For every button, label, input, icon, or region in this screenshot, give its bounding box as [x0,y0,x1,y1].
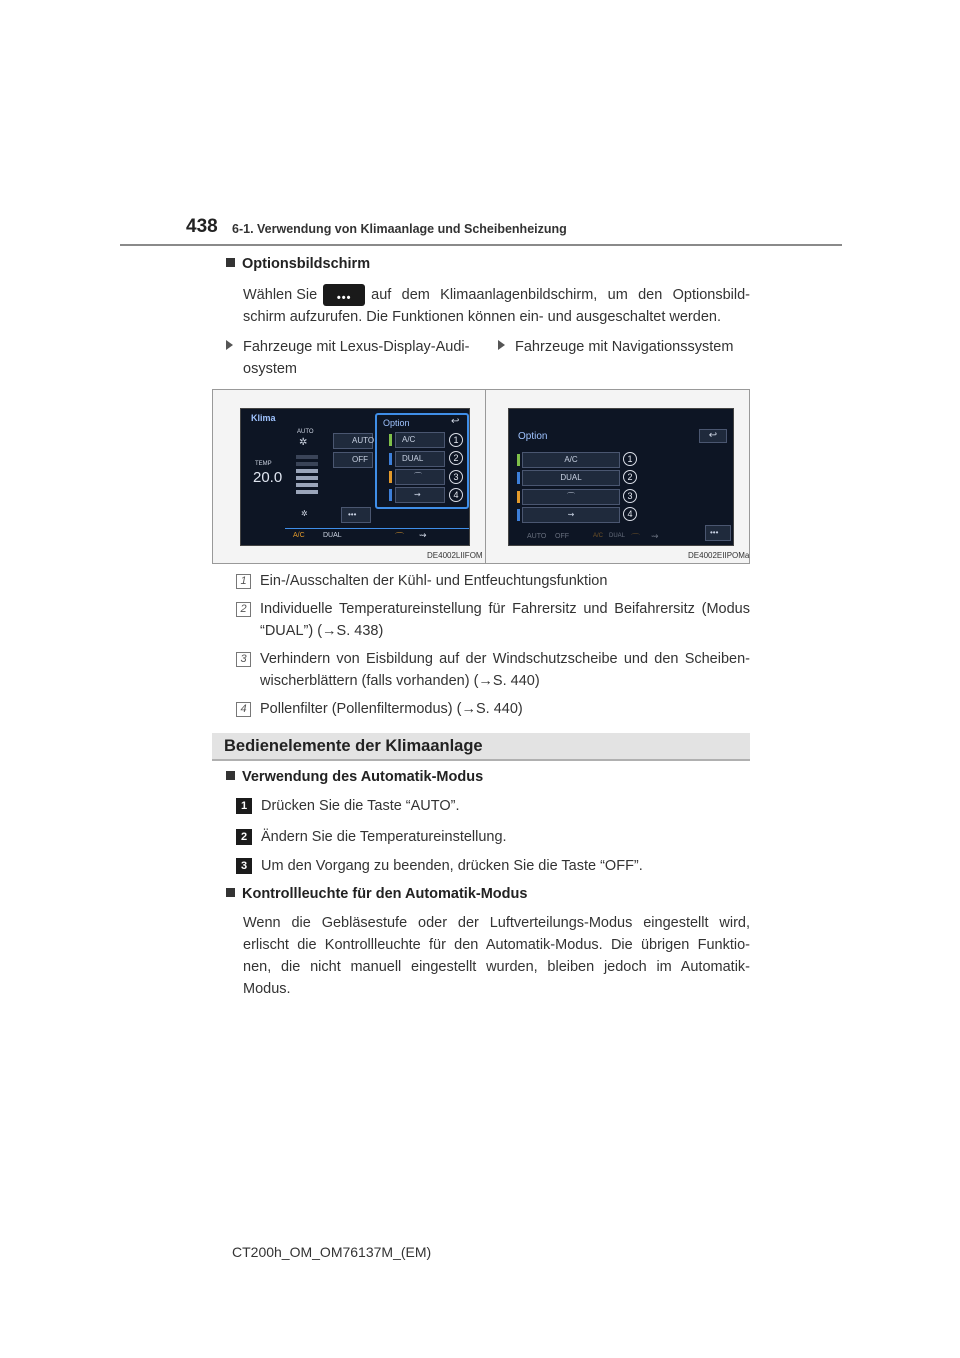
item-number-4: 4 [236,702,251,717]
back-icon[interactable]: ↩ [451,416,460,427]
options-button-icon: ••• [323,284,365,306]
dual-option[interactable]: DUAL [522,470,620,486]
section-heading-bar [212,733,750,761]
ac-indicator [389,434,392,446]
bottom-pollen-icon[interactable]: ⇝ [651,531,659,541]
indicator-heading: Kontrollleuchte für den Automatik-Modus [226,886,527,902]
fan-small-icon: ✲ [301,509,308,518]
fan-level-bars [296,455,318,505]
item-1: Ein-/Ausschalten der Kühl- und Entfeuchtungsfunktion [260,573,608,589]
defog-indicator [389,471,392,483]
dual-option[interactable]: DUAL [395,451,445,467]
more-options-button[interactable]: ••• [341,507,371,523]
variant-lexus-display: Fahrzeuge mit Lexus-Display-Audi- osystem [226,336,486,380]
variant-navigation: Fahrzeuge mit Navigationssystem [498,336,758,358]
right-figure-code: DE4002EIIPOMa [688,551,750,560]
callout-1: 1 [449,433,463,447]
square-bullet-icon [226,258,235,267]
callout-4: 4 [623,507,637,521]
callout-3: 3 [623,489,637,503]
bottom-bar [285,528,469,544]
bottom-dual[interactable]: DUAL [609,533,626,539]
back-button[interactable]: ↩ [699,429,727,443]
dual-indicator [517,472,520,484]
screen-title: Klima [251,413,276,423]
option-title: Option [518,431,548,442]
callout-2: 2 [449,451,463,465]
figure-divider [485,389,486,564]
auto-mode-heading: Verwendung des Automatik-Modus [226,769,483,785]
auto-button[interactable]: AUTO [333,433,373,449]
left-figure-code: DE4002LIIFOM [427,551,483,560]
pollen-option[interactable]: ⇝ [522,507,620,523]
triangle-bullet-icon [498,340,505,350]
bottom-defog-icon[interactable]: ⌒ [631,533,641,543]
step-number-2: 2 [236,829,252,845]
square-bullet-icon [226,888,235,897]
temp-value: 20.0 [253,469,283,486]
item-4: Pollenfilter (Pollenfiltermodus) (→S. 440) [260,701,523,717]
more-options-button[interactable]: ••• [705,525,731,541]
indicator-paragraph: Wenn die Gebläsestufe oder der Luftverteilungs-Modus eingestellt wird, erlischt die Kontrollleuchte für den Automatik-Modus. Die übrigen Funktio- nen, die nicht manuell eingestellt wurden, bleiben jedoch im Automatik- Modus. [243,915,750,997]
bottom-bar [519,531,699,545]
section-title: Bedienelemente der Klimaanlage [224,737,483,755]
bottom-pollen-icon[interactable]: ⇝ [419,530,427,540]
callout-1: 1 [623,452,637,466]
ac-indicator [517,454,520,466]
item-number-3: 3 [236,652,251,667]
bottom-defog-icon[interactable]: ⌒ [395,532,405,542]
pollen-option[interactable]: ⇝ [395,487,445,503]
item-2: Individuelle Temperatureinstellung für Fahrersitz und Beifahrersitz (Modus “DUAL”) (→S. 438) [260,601,750,639]
step-number-1: 1 [236,798,252,814]
pollen-indicator [517,509,520,521]
off-button[interactable]: OFF [333,452,373,468]
step-1: Drücken Sie die Taste “AUTO”. [261,798,460,814]
page-number: 438 [186,216,218,237]
bottom-auto[interactable]: AUTO [527,533,547,540]
windshield-option[interactable]: ⌒ [522,489,620,505]
step-2: Ändern Sie die Temperatureinstellung. [261,829,507,845]
bottom-ac[interactable]: A/C [293,532,305,539]
header-rule [120,244,842,246]
bottom-off[interactable]: OFF [555,533,569,540]
temp-label: TEMP [255,461,272,467]
option-title: Option [383,418,410,428]
auto-label: AUTO [297,429,314,435]
step-3: Um den Vorgang zu beenden, drücken Sie die Taste “OFF”. [261,858,643,874]
windshield-option[interactable]: ⌒ [395,469,445,485]
right-climate-screen [508,408,734,546]
options-screen-heading: Optionsbildschirm [226,256,370,272]
callout-2: 2 [623,470,637,484]
ac-option[interactable]: A/C [395,432,445,448]
step-number-3: 3 [236,858,252,874]
pollen-indicator [389,489,392,501]
triangle-bullet-icon [226,340,233,350]
left-climate-screen [240,408,470,546]
fan-icon: ✲ [299,437,308,448]
item-number-1: 1 [236,574,251,589]
item-3: Verhindern von Eisbildung auf der Windschutzscheibe und den Scheiben- wischerblättern (falls vorhanden) (→S. 440) [260,651,750,689]
bottom-dual[interactable]: DUAL [323,532,342,539]
callout-4: 4 [449,488,463,502]
square-bullet-icon [226,771,235,780]
defog-indicator [517,491,520,503]
options-screen-paragraph: Wählen Sie ••• auf dem Klimaanlagenbildschirm, um den Optionsbild- schirm aufzurufen. Die Funktionen können ein- und ausgeschaltet werden. [243,284,750,328]
item-number-2: 2 [236,602,251,617]
ac-option[interactable]: A/C [522,452,620,468]
callout-3: 3 [449,470,463,484]
dual-indicator [389,453,392,465]
bottom-ac[interactable]: A/C [593,533,604,539]
document-code: CT200h_OM_OM76137M_(EM) [232,1244,432,1260]
chapter-title: 6-1. Verwendung von Klimaanlage und Scheibenheizung [232,222,567,236]
